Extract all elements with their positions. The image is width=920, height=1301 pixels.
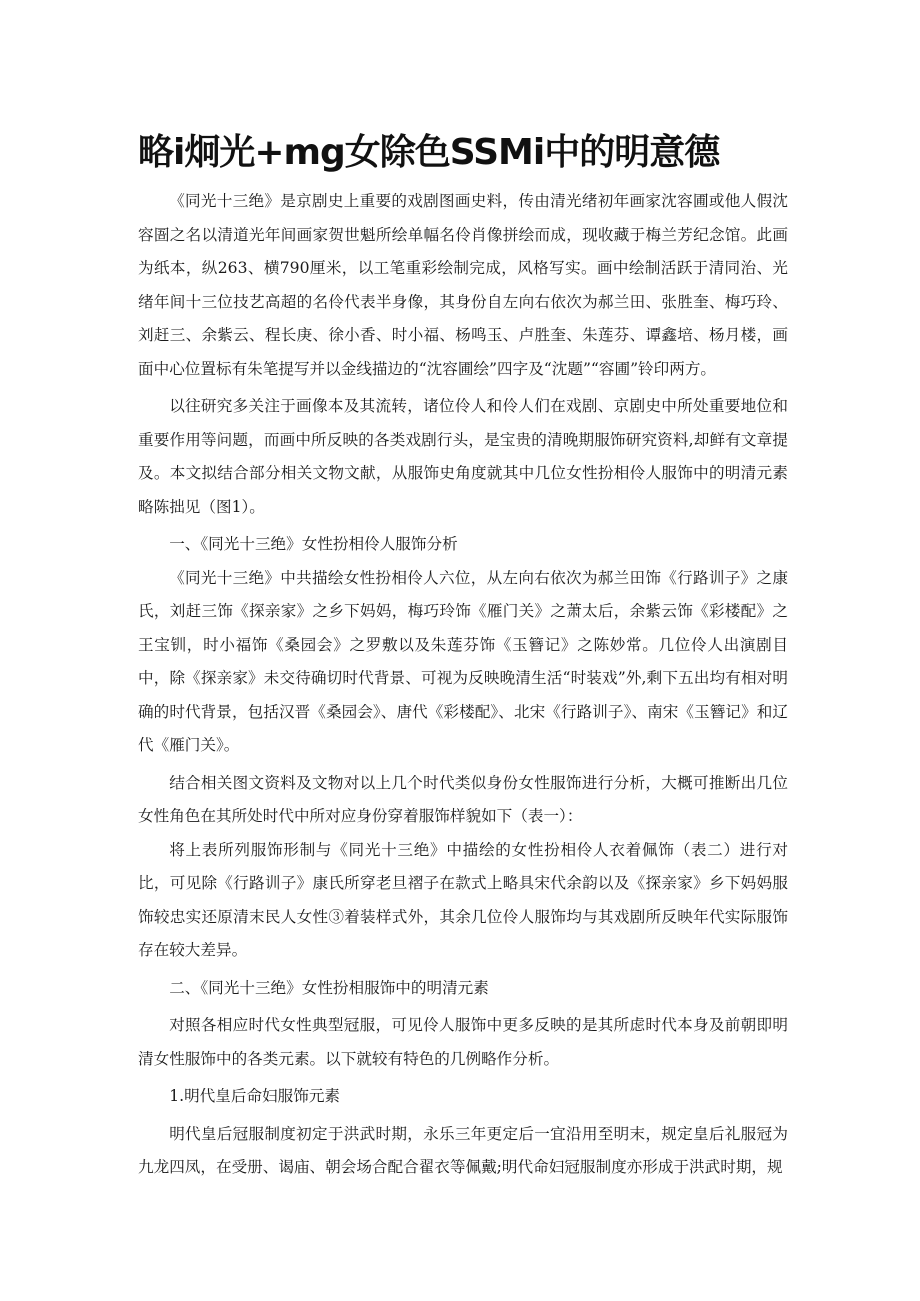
document-body <box>138 185 788 1185</box>
paragraph-ming-qing-elements: 对照各相应时代女性典型冠服，可见伶人服饰中更多反映的是其所虑时代本身及前朝即明清女性服饰中的各类元素。以下就较有特色的几例略作分析。 <box>138 1016 788 1068</box>
section-heading-2: 二、《同光十三绝》女性扮相服饰中的明清元素 <box>169 978 489 997</box>
section-heading-1: 一、《同光十三绝》女性扮相伶人服饰分析 <box>169 535 458 553</box>
paragraph-analysis: 结合相关图文资料及文物对以上几个时代类似身份女性服饰进行分析，大概可推断出几位女性角色在其所处时代中所对应身份穿着服饰样貌如下（表一）： <box>138 773 788 825</box>
paragraph-ming-empress: 明代皇后冠服制度初定于洪武时期，永乐三年更定后一宜沿用至明末，规定皇后礼服冠为九龙四凤，在受册、谒庙、朝会场合配合翟衣等佩戴;明代命妇冠服制度亦形成于洪武时期，规 <box>138 1124 788 1176</box>
paragraph-research-focus: 以往研究多关注于画像本及其流转，诸位伶人和伶人们在戏剧、京剧史中所处重要地位和重要作用等问题，而画中所反映的各类戏剧行头，是宝贵的清晚期服饰研究资料,却鲜有文章提及。本文拟结合部分相关文物文献，从服饰史角度就其中几位女性扮相伶人服饰中的明清元素略陈拙见（图1）。 <box>138 397 788 516</box>
paragraph-intro: 《同光十三绝》是京剧史上重要的戏剧图画史料，传由清光绪初年画家沈容圃或他人假沈容圄之名以清道光年间画家贺世魁所绘单幅名伶肖像拼绘而成，现收藏于梅兰芳纪念馆。此画为纸本，纵263、横790厘米，以工笔重彩绘制完成，风格写实。画中绘制活跃于清同治、光绪年间十三位技艺高超的名伶代表半身像，其身份自左向右依次为郝兰田、张胜奎、梅巧玲、刘赶三、余紫云、程长庚、徐小香、时小福、杨鸣玉、卢胜奎、朱莲芬、谭鑫培、杨月楼，画面中心位置标有朱笔提写并以金线描边的“沈容圃绘”四字及“沈题”“容圃”铃印两方。 <box>138 192 788 378</box>
subsection-heading-1: 1.明代皇后命妇服饰元素 <box>169 1087 341 1105</box>
paragraph-female-roles: 《同光十三绝》中共描绘女性扮相伶人六位，从左向右依次为郝兰田饰《行路训子》之康氏，刘赶三饰《探亲家》之乡下妈妈，梅巧玲饰《雁门关》之萧太后，余紫云饰《彩楼配》之王宝钏，时小福饰《桑园会》之罗敷以及朱莲芬饰《玉簪记》之陈妙常。几位伶人出演剧目中，除《探亲家》未交待确切时代背景、可视为反映晚清生活“时装戏”外,剩下五出均有相对明确的时代背景，包括汉晋《桑园会》、唐代《彩楼配》、北宋《行路训子》、南宋《玉簪记》和辽代《雁门关》。 <box>138 568 788 754</box>
paragraph-comparison: 将上表所列服饰形制与《同光十三绝》中描绘的女性扮相伶人衣着佩饰（表二）进行对比，可见除《行路训子》康氏所穿老旦褶子在款式上略具宋代余韵以及《探亲家》乡下妈妈服饰较忠实还原清末民人女性③着装样式外，其余几位伶人服饰均与其戏剧所反映年代实际服饰存在较大差异。 <box>138 840 788 959</box>
document-title: 略i炯光+mg女除色SSMi中的明意德 <box>138 132 720 173</box>
